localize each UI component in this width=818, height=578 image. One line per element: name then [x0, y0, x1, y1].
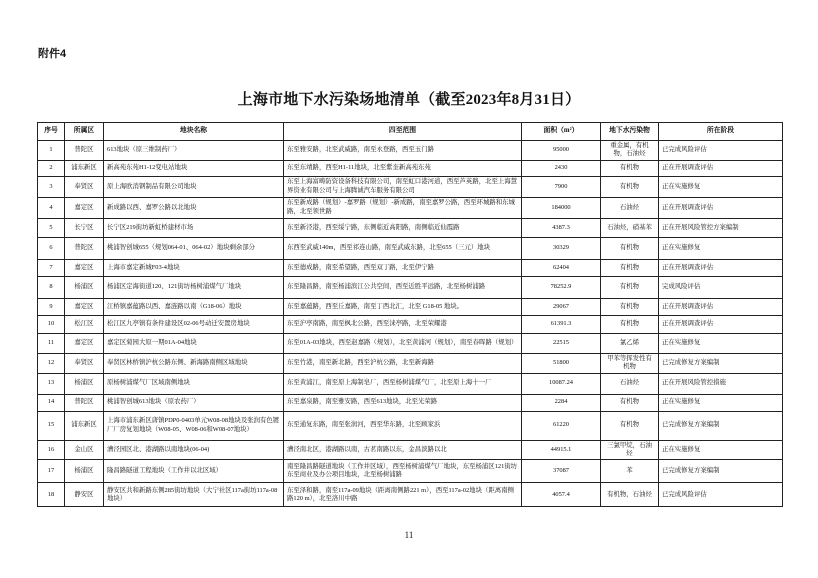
cell-boundary: 东至嘉蕴路，西至丘嘉路，南至丁西北汇，北至 G18-05 地块。 [284, 298, 522, 315]
cell-no: 4 [38, 197, 65, 218]
cell-stage: 已完成修复方案编制 [659, 460, 783, 483]
cell-boundary: 东至竹港，南至新北路，西至沪杭公路，北至新海路 [284, 353, 522, 373]
cell-site-name: 江桥镇嘉蕴路以西、嘉涟路以南（G18-06）地块 [104, 298, 284, 315]
cell-pollutant: 有机物 [601, 259, 659, 276]
cell-district: 嘉定区 [65, 259, 104, 276]
cell-pollutant: 重金属，有机物，石油烃 [601, 141, 659, 161]
cell-site-name: 上海市嘉定新城F03-4地块 [104, 259, 284, 276]
cell-no: 10 [38, 315, 65, 333]
cell-area: 2430 [522, 160, 601, 176]
cell-district: 奉贤区 [65, 176, 104, 197]
cell-pollutant: 苯 [601, 460, 659, 483]
cell-district: 嘉定区 [65, 197, 104, 218]
cell-district: 杨浦区 [65, 460, 104, 483]
cell-no: 6 [38, 237, 65, 259]
table-row [38, 460, 783, 483]
table-row [38, 237, 783, 259]
table-header-row [38, 123, 783, 141]
cell-boundary: 东西至武威140m，西至祁连山路，南至武威东路，北至655（三元）地块 [284, 237, 522, 259]
page-number: 11 [404, 530, 414, 540]
cell-area: 184000 [522, 197, 601, 218]
cell-pollutant: 石油烃 [601, 197, 659, 218]
attachment-label: 附件4 [38, 48, 67, 60]
cell-pollutant: 有机物 [601, 237, 659, 259]
cell-site-name: 新高苑东苑H1-12变电站地块 [104, 160, 284, 176]
cell-area: 2284 [522, 394, 601, 411]
cell-stage: 已完成风险评估 [659, 141, 783, 161]
table-row [38, 394, 783, 411]
cell-site-name: 桃浦智创城613地块（原农药厂） [104, 394, 284, 411]
cell-no: 8 [38, 276, 65, 298]
cell-boundary: 东至隆昌路，南至杨浦滨江公共空间，西至近胜平远路，北至杨树浦路 [284, 276, 522, 298]
cell-pollutant: 有机物 [601, 411, 659, 440]
cell-boundary: 东至黄浦江，南至原上海制皂厂，西至杨树浦煤气厂，北至原上海十一厂 [284, 373, 522, 394]
cell-district: 静安区 [65, 483, 104, 507]
cell-site-name: 613地块（原三维制药厂） [104, 141, 284, 161]
cell-stage: 已完成修复方案编制 [659, 411, 783, 440]
header-no: 序号 [38, 123, 65, 141]
table-row [38, 259, 783, 276]
cell-stage: 正在开展调查评估 [659, 197, 783, 218]
cell-area: 78252.9 [522, 276, 601, 298]
cell-area: 30329 [522, 237, 601, 259]
cell-stage: 正在实施修复 [659, 176, 783, 197]
cell-stage: 正在开展风险管控措施 [659, 373, 783, 394]
cell-district: 嘉定区 [65, 298, 104, 315]
cell-site-name: 隆昌路隧道工程地块（工作井以北区域） [104, 460, 284, 483]
cell-site-name: 杨浦区定海街道120、121街坊杨树浦煤气厂地块 [104, 276, 284, 298]
cell-area: 95000 [522, 141, 601, 161]
cell-site-name: 松江区九亭镇有条件建设区02-06号动迁安置房地块 [104, 315, 284, 333]
cell-no: 3 [38, 176, 65, 197]
cell-boundary: 东至德成路，南至希望路，西至双丁路，北至伊宁路 [284, 259, 522, 276]
cell-boundary: 东至新泾港，西至绥宁路，东侧临近高阳路，南侧临近仙霞路 [284, 218, 522, 237]
cell-district: 金山区 [65, 440, 104, 460]
cell-area: 51800 [522, 353, 601, 373]
cell-area: 4387.3 [522, 218, 601, 237]
cell-no: 16 [38, 440, 65, 460]
cell-site-name: 漕泾园区北、港湖路以南地块(06-04) [104, 440, 284, 460]
cell-boundary: 东至新成路（规划）-嘉罗路（规划）-新成路，南至嘉罗公路，西至环城路和东城路，北至领世路 [284, 197, 522, 218]
cell-boundary: 东至上海富畴防资设备科技有限公司，南至虹口港河道，西至芦英路，北至上海慧界资业有限公司与上海腾诚汽车服务有限公司 [284, 176, 522, 197]
table-body [38, 141, 783, 507]
cell-area: 7900 [522, 176, 601, 197]
table-row [38, 176, 783, 197]
table-row [38, 315, 783, 333]
document-title: 上海市地下水污染场地清单（截至2023年8月31日） [237, 92, 581, 108]
cell-no: 14 [38, 394, 65, 411]
cell-site-name: 静安区共和新路东侧285街坊地块（大宁社区117a街坊117a-08地块） [104, 483, 284, 507]
cell-district: 奉贤区 [65, 353, 104, 373]
cell-site-name: 奉贤区林桥镇沪杭公路东侧、新海路南侧区域地块 [104, 353, 284, 373]
cell-no: 12 [38, 353, 65, 373]
cell-stage: 正在开展调查评估 [659, 160, 783, 176]
cell-stage: 正在开展调查评估 [659, 298, 783, 315]
cell-district: 杨浦区 [65, 276, 104, 298]
table-row [38, 333, 783, 353]
table-row [38, 298, 783, 315]
cell-pollutant: 有机物 [601, 298, 659, 315]
cell-no: 5 [38, 218, 65, 237]
cell-area: 29067 [522, 298, 601, 315]
header-site-name: 地块名称 [104, 123, 284, 141]
cell-district: 嘉定区 [65, 333, 104, 353]
cell-no: 17 [38, 460, 65, 483]
cell-stage: 完成风险评估 [659, 276, 783, 298]
cell-district: 松江区 [65, 315, 104, 333]
cell-pollutant: 有机物，石油烃 [601, 483, 659, 507]
cell-pollutant: 有机物 [601, 160, 659, 176]
cell-boundary: 东至沪亭南路，南至枫北公路，西至涞亭路，北至荣耀港 [284, 315, 522, 333]
cell-no: 13 [38, 373, 65, 394]
cell-no: 7 [38, 259, 65, 276]
cell-pollutant: 有机物 [601, 315, 659, 333]
cell-pollutant: 石油烃 [601, 373, 659, 394]
cell-stage: 已完成修复方案编制 [659, 353, 783, 373]
cell-district: 普陀区 [65, 237, 104, 259]
cell-pollutant: 甲苯等挥发性有机物 [601, 353, 659, 373]
table-row [38, 218, 783, 237]
cell-stage: 正在实施修复 [659, 333, 783, 353]
cell-no: 15 [38, 411, 65, 440]
contaminated-sites-table [37, 122, 783, 507]
cell-no: 9 [38, 298, 65, 315]
cell-boundary: 东至泽和路，南至117a-09地块（距离南侧路221 m），西至117a-02地块（距离南侧路120 m），北至洛川中路 [284, 483, 522, 507]
cell-pollutant: 有机物 [601, 276, 659, 298]
cell-area: 62404 [522, 259, 601, 276]
cell-district: 长宁区 [65, 218, 104, 237]
header-boundary: 四至范围 [284, 123, 522, 141]
cell-stage: 正在实施修复 [659, 394, 783, 411]
cell-area: 37087 [522, 460, 601, 483]
cell-district: 普陀区 [65, 394, 104, 411]
table-row [38, 197, 783, 218]
cell-site-name: 桃浦智创城655（规划064-01、064-02）地块剩余部分 [104, 237, 284, 259]
cell-area: 61391.3 [522, 315, 601, 333]
cell-boundary: 东至东靖路，西至H1-11地块，北至紫奎新高苑东苑 [284, 160, 522, 176]
table-row [38, 276, 783, 298]
cell-stage: 正在开展调查评估 [659, 315, 783, 333]
table-row [38, 440, 783, 460]
cell-area: 44915.1 [522, 440, 601, 460]
table-row [38, 411, 783, 440]
cell-site-name: 新成路以西、嘉罗公路以北地块 [104, 197, 284, 218]
table-row [38, 353, 783, 373]
cell-district: 浦东新区 [65, 411, 104, 440]
cell-boundary: 南至隆昌路隧道地块（工作井区域），西至杨树浦煤气厂地块，东至杨浦区121街坊东至商业及办公项目地块，北至杨树浦路 [284, 460, 522, 483]
cell-pollutant: 三氯甲烷，石油烃 [601, 440, 659, 460]
table-row [38, 160, 783, 176]
header-pollutant: 地下水污染物 [601, 123, 659, 141]
cell-pollutant: 有机物 [601, 394, 659, 411]
cell-stage: 正在开展调查评估 [659, 259, 783, 276]
cell-district: 普陀区 [65, 141, 104, 161]
cell-site-name: 长宁区219街坊新虹桥建材市场 [104, 218, 284, 237]
header-area: 面积（m²） [522, 123, 601, 141]
cell-area: 10087.24 [522, 373, 601, 394]
cell-district: 浦东新区 [65, 160, 104, 176]
header-district: 所属区 [65, 123, 104, 141]
cell-pollutant: 有机物 [601, 176, 659, 197]
cell-stage: 正在实施修复 [659, 440, 783, 460]
cell-boundary: 漕泾南北区，港湖路以南，古茗南路以东，金昌滨路以北 [284, 440, 522, 460]
header-stage: 所在阶段 [659, 123, 783, 141]
cell-no: 11 [38, 333, 65, 353]
cell-pollutant: 石油烃，硝基苯 [601, 218, 659, 237]
cell-stage: 正在开展风险管控方案编制 [659, 218, 783, 237]
cell-no: 1 [38, 141, 65, 161]
cell-boundary: 东至通复东路，南至张润河，西至华东路，北至顾家浜 [284, 411, 522, 440]
cell-boundary: 东至雅安路，北至武威路，南至永登路，西至玉门路 [284, 141, 522, 161]
cell-site-name: 原上海欧消钢制品有限公司地块 [104, 176, 284, 197]
cell-area: 22515 [522, 333, 601, 353]
cell-area: 4057.4 [522, 483, 601, 507]
cell-district: 杨浦区 [65, 373, 104, 394]
cell-boundary: 东至01A-03地块，西至赵嘉路（规划），北至黄浦河（规划），南至春晖路（规划） [284, 333, 522, 353]
cell-site-name: 上海市浦东新区唐镇PDP0-0403单元W08-08地块及张润有色镀厂厂房复划地块（W08-05、W08-06和W08-07地块） [104, 411, 284, 440]
cell-no: 2 [38, 160, 65, 176]
cell-site-name: 原杨树浦煤气厂区域南侧地块 [104, 373, 284, 394]
cell-pollutant: 氯乙烯 [601, 333, 659, 353]
cell-boundary: 东至嘉泉路，南至雅安路，西至613地块，北至光荣路 [284, 394, 522, 411]
cell-area: 61220 [522, 411, 601, 440]
cell-stage: 正在实施修复 [659, 237, 783, 259]
table-row [38, 483, 783, 507]
table-row [38, 141, 783, 161]
cell-no: 18 [38, 483, 65, 507]
table-row [38, 373, 783, 394]
cell-site-name: 嘉定区菊园大原一期01A-04地块 [104, 333, 284, 353]
cell-stage: 已完成风险评估 [659, 483, 783, 507]
